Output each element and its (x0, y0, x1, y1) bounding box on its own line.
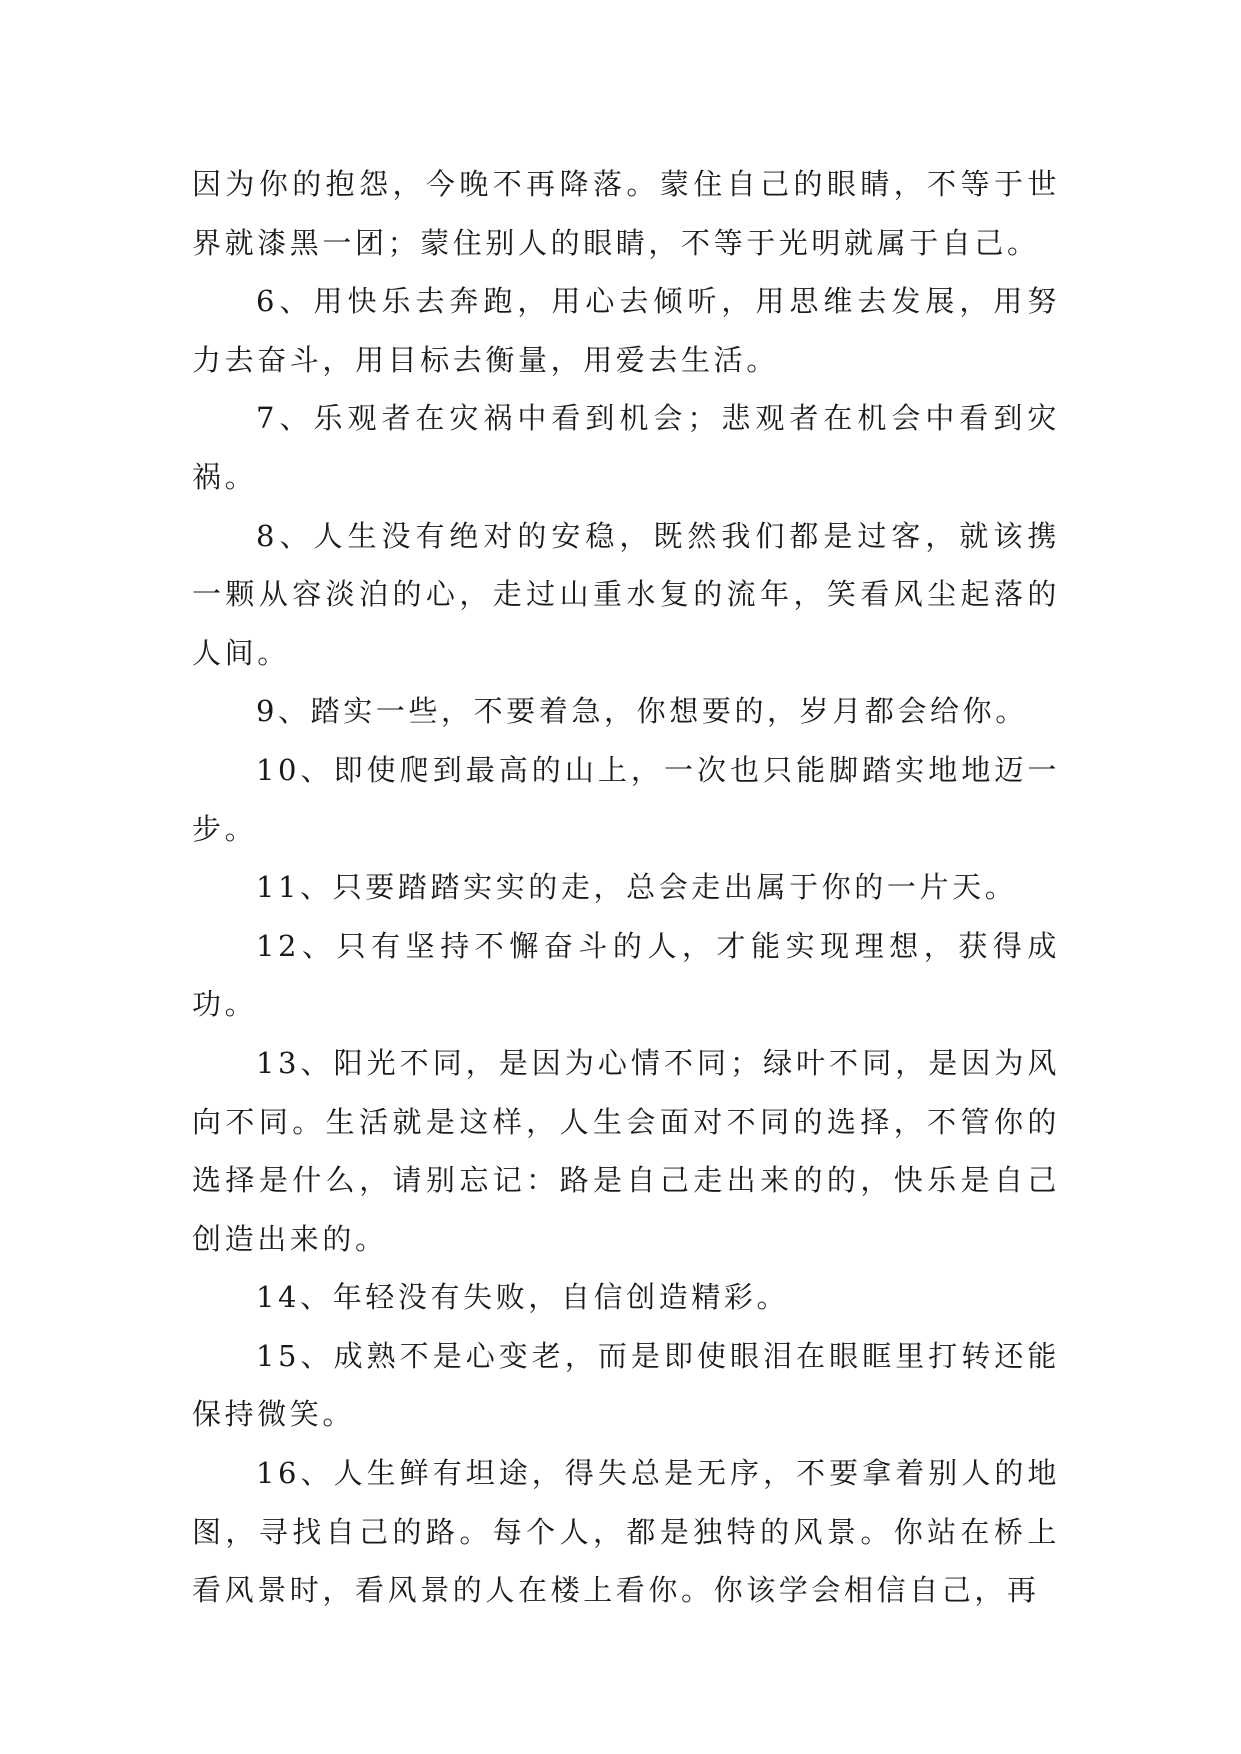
paragraph-item-16: 16、人生鲜有坦途，得失总是无序，不要拿着别人的地图，寻找自己的路。每个人，都是独特的风景。你站在桥上看风景时，看风景的人在楼上看你。你该学会相信自己，再 (192, 1456, 1060, 1608)
paragraph-item-8: 8、人生没有绝对的安稳，既然我们都是过客，就该携一颗从容淡泊的心，走过山重水复的流年，笑看风尘起落的人间。 (192, 518, 1060, 670)
paragraph-item-6: 6、用快乐去奔跑，用心去倾听，用思维去发展，用努力去奋斗，用目标去衡量，用爱去生活。 (192, 284, 1060, 377)
paragraph-item-7: 7、乐观者在灾祸中看到机会；悲观者在机会中看到灾祸。 (192, 401, 1060, 494)
paragraph-item-14: 14、年轻没有失败，自信创造精彩。 (256, 1280, 790, 1315)
paragraph-continuation: 因为你的抱怨，今晚不再降落。蒙住自己的眼睛，不等于世界就漆黑一团；蒙住别人的眼睛，不等于光明就属于自己。 (192, 167, 1060, 260)
paragraph-item-9: 9、踏实一些，不要着急，你想要的，岁月都会给你。 (256, 694, 1028, 729)
paragraph-item-11: 11、只要踏踏实实的走，总会走出属于你的一片天。 (256, 870, 1018, 905)
paragraph-item-12: 12、只有坚持不懈奋斗的人，才能实现理想，获得成功。 (192, 928, 1060, 1022)
document-body (192, 155, 1060, 1620)
paragraph-item-13: 13、阳光不同，是因为心情不同；绿叶不同，是因为风向不同。生活就是这样，人生会面对不同的选择，不管你的选择是什么，请别忘记：路是自己走出来的的，快乐是自己创造出来的。 (192, 1045, 1060, 1256)
paragraph-item-10: 10、即使爬到最高的山上，一次也只能脚踏实地地迈一步。 (192, 752, 1060, 846)
paragraph-item-15: 15、成熟不是心变老，而是即使眼泪在眼眶里打转还能保持微笑。 (192, 1338, 1060, 1432)
